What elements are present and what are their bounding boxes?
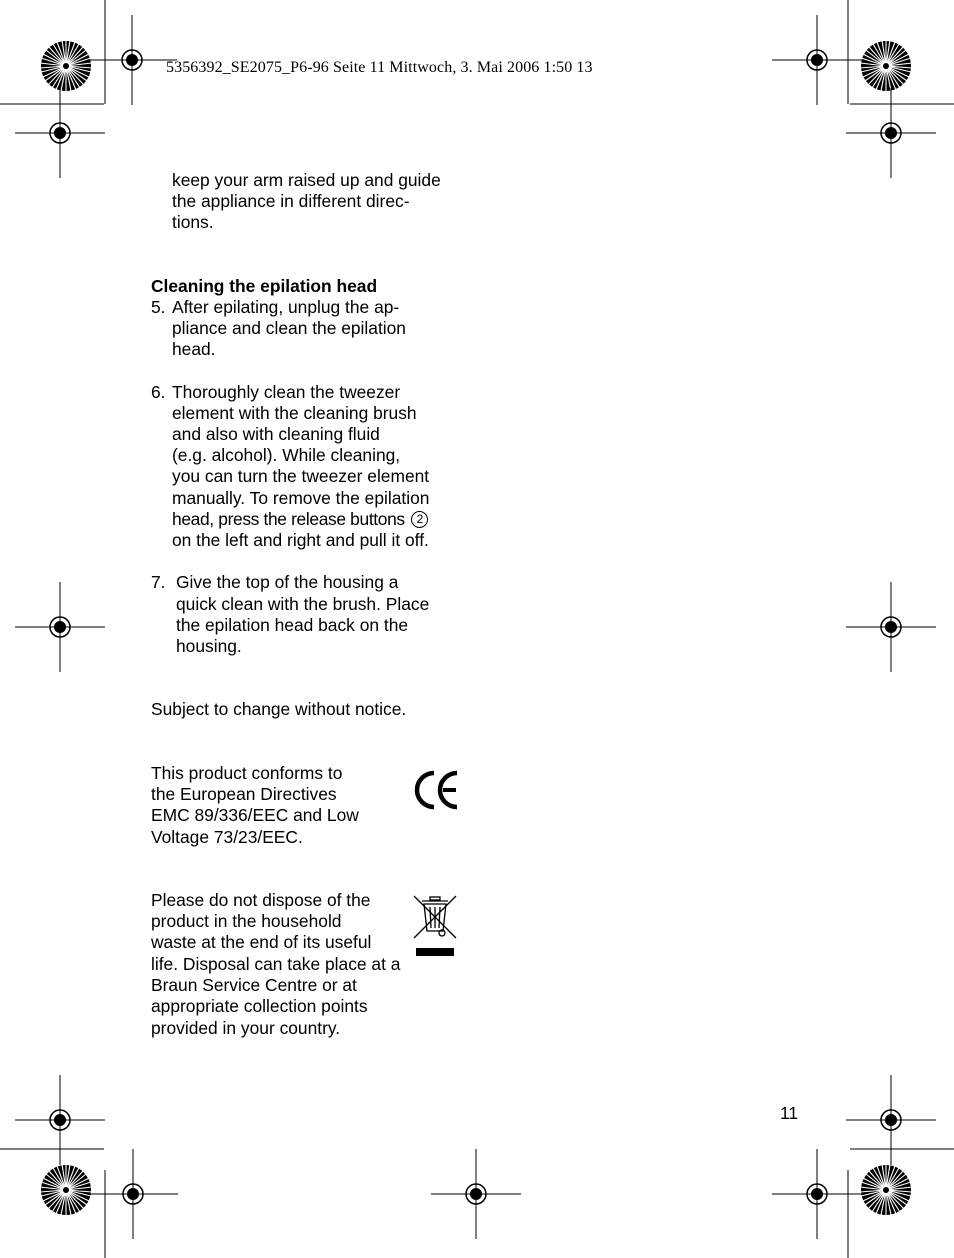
step-6-line: element with the cleaning brush	[172, 403, 417, 423]
print-slug-line: 5356392_SE2075_P6-96 Seite 11 Mittwoch, 3. Mai 2006 1:50 13	[166, 59, 593, 76]
step-6-line: (e.g. alcohol). While cleaning,	[172, 445, 401, 465]
step-number: 6.	[151, 382, 166, 402]
registration-mark-icon	[846, 582, 936, 672]
starburst-target-icon	[40, 1164, 92, 1216]
disposal-line: Braun Service Centre or at	[151, 975, 357, 995]
intro-line-3: tions.	[172, 212, 214, 232]
step-7-line: Give the top of the housing a	[176, 572, 399, 592]
change-notice: Subject to change without notice.	[151, 699, 407, 719]
registration-mark-icon	[15, 1075, 105, 1165]
reference-marker: 2	[411, 511, 428, 528]
starburst-target-icon	[40, 40, 92, 92]
starburst-target-icon	[860, 40, 912, 92]
registration-mark-icon	[15, 88, 105, 178]
registration-mark-icon	[88, 1149, 178, 1239]
step-7-line: the epilation head back on the	[176, 615, 409, 635]
disposal-line: provided in your country.	[151, 1018, 341, 1038]
disposal-line: Please do not dispose of the	[151, 890, 371, 910]
step-7-line: housing.	[176, 636, 242, 656]
step-number: 5.	[151, 297, 166, 317]
disposal-line: waste at the end of its useful	[151, 932, 372, 952]
registration-mark-icon	[431, 1149, 521, 1239]
step-5-line: After epilating, unplug the ap-	[172, 297, 400, 317]
starburst-target-icon	[860, 1164, 912, 1216]
page-number: 11	[780, 1103, 799, 1123]
intro-line-2: the appliance in different direc-	[172, 191, 410, 211]
step-6-line	[172, 509, 428, 530]
conformity-line: Voltage 73/23/EEC.	[151, 827, 303, 847]
conformity-line: EMC 89/336/EEC and Low	[151, 805, 359, 825]
step-6-line: Thoroughly clean the tweezer	[172, 382, 401, 402]
section-heading: Cleaning the epilation head	[151, 276, 378, 296]
registration-mark-icon	[15, 582, 105, 672]
step-5-line: head.	[172, 339, 216, 359]
step-6-line: manually. To remove the epilation	[172, 488, 430, 508]
registration-mark-icon	[846, 88, 936, 178]
disposal-line: product in the household	[151, 911, 342, 931]
step-5-line: pliance and clean the epilation	[172, 318, 406, 338]
conformity-line: the European Directives	[151, 784, 337, 804]
step-7-line: quick clean with the brush. Place	[176, 594, 430, 614]
intro-line-1: keep your arm raised up and guide	[172, 170, 441, 190]
registration-mark-icon	[846, 1075, 936, 1165]
disposal-line: life. Disposal can take place at a	[151, 954, 401, 974]
step-number: 7.	[151, 572, 166, 592]
step-6-line: and also with cleaning fluid	[172, 424, 380, 444]
step-6-line: on the left and right and pull it off.	[172, 530, 429, 550]
step-6-line: you can turn the tweezer element	[172, 466, 430, 486]
ce-mark-icon	[413, 770, 459, 810]
conformity-line: This product conforms to	[151, 763, 343, 783]
disposal-line: appropriate collection points	[151, 996, 368, 1016]
crossed-bin-icon	[412, 894, 458, 958]
registration-mark-icon	[87, 15, 177, 105]
step-6-line-text: head, press the release buttons	[172, 509, 405, 529]
